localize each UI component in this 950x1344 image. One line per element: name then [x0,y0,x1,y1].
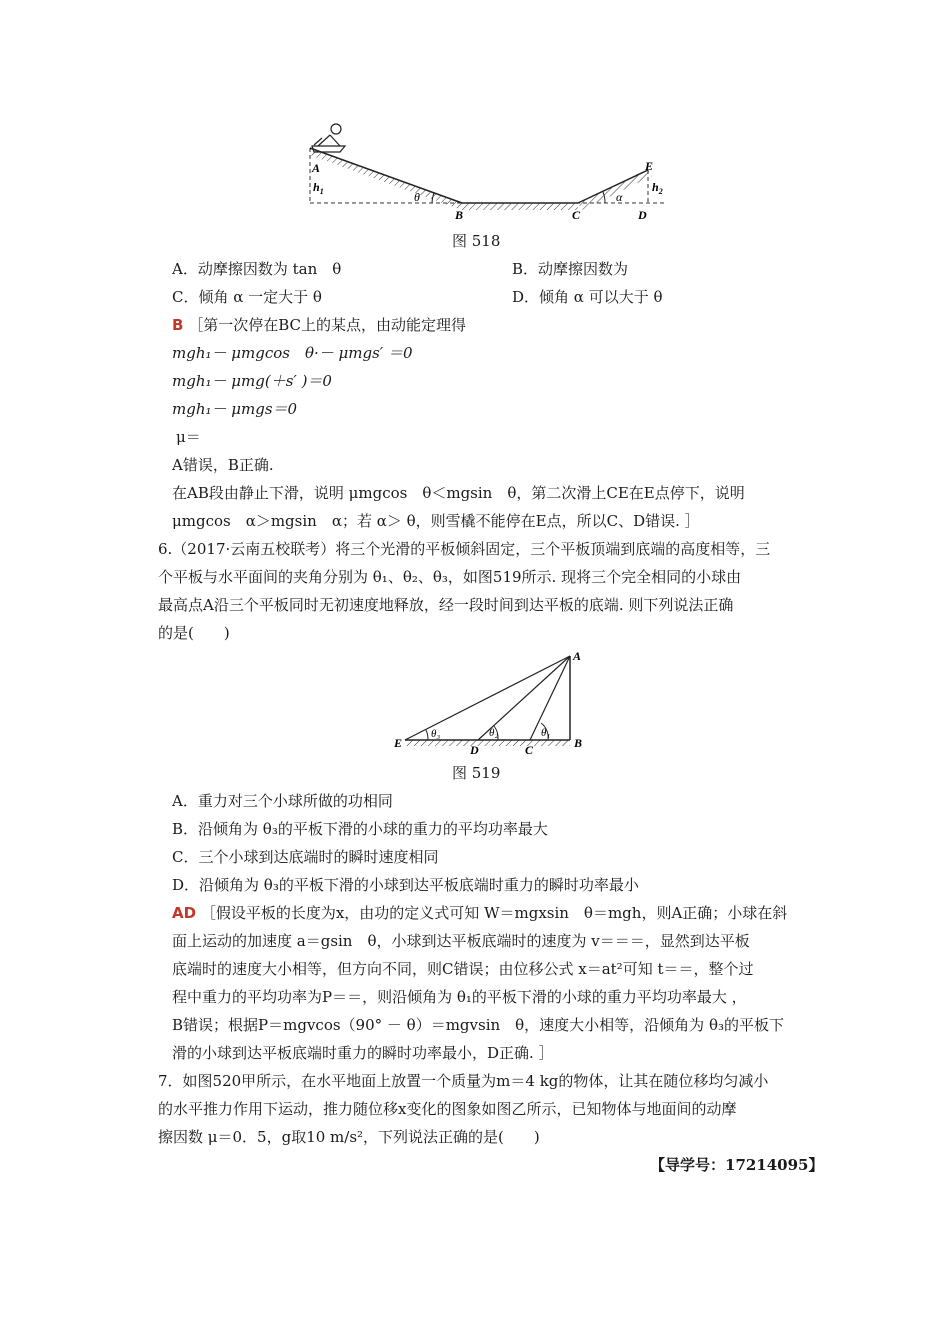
label-alpha: α [616,190,623,204]
q7-guide-number: 【导学号：17214095】 [650,1156,824,1174]
q5-solution-line-4: mgh₁－ μmgs＝0 [172,400,298,418]
label-a: A [312,161,321,175]
label-e: E [394,736,403,750]
q6-answer: AD [172,904,197,922]
label-b: B [574,736,583,750]
label-theta3: θ₃ [431,728,441,740]
q5-solution-line-3: mgh₁－ μmg(＋s′ )＝0 [172,372,332,390]
figure-518-caption: 图 518 [452,232,501,250]
q6-solution-line-2: 面上运动的加速度 a＝gsin θ，小球到达平板底端时的速度为 v＝＝＝，显然到达平板 [172,932,750,950]
q7-stem-line-1: 7．如图520甲所示，在水平地面上放置一个质量为m＝4 kg的物体，让其在随位移均匀减小 [158,1072,769,1090]
label-theta2: θ₂ [489,727,499,739]
label-b: B [455,208,464,222]
q5-solution-line-5: μ＝ [176,428,201,446]
q6-solution-line-6: 滑的小球到达平板底端时重力的瞬时功率最小，D正确. ］ [172,1044,554,1062]
q6-solution-line-1: AD ［假设平板的长度为x，由功的定义式可知 W＝mgxsin θ＝mgh，则A正确；小球在斜 [172,904,788,922]
label-d: D [470,743,479,755]
q5-option-b: B．动摩擦因数为 [512,260,629,278]
label-theta: θ [414,190,420,204]
q5-solution-line-7: 在AB段由静止下滑，说明 μmgcos θ＜mgsin θ，第二次滑上CE在E点停下，说明 [172,484,745,502]
label-c: C [572,208,581,222]
label-a: A [573,649,582,663]
label-h2: $h_2$ [652,180,663,196]
q6-stem-line-2: 个平板与水平面间的夹角分别为 θ₁、θ₂、θ₃，如图519所示. 现将三个完全相同的小球由 [158,568,742,586]
q6-option-c: C．三个小球到达底端时的瞬时速度相同 [172,848,439,866]
q6-stem-line-3: 最高点A沿三个平板同时无初速度地释放，经一段时间到达平板的底端. 则下列说法正确 [158,596,734,614]
q5-solution-line-1: B ［第一次停在BC上的某点，由动能定理得 [172,316,466,334]
figure-519-caption: 图 519 [452,764,501,782]
q5-option-a: A．动摩擦因数为 tan θ [172,260,342,278]
q5-option-d: D．倾角 α 可以大于 θ [512,288,663,306]
q6-stem-line-4: 的是( ) [158,624,230,642]
q6-solution-line-3: 底端时的速度大小相等，但方向不同，则C错误；由位移公式 x＝at²可知 t＝＝，整个过 [172,960,754,978]
q6-option-b: B．沿倾角为 θ₃的平板下滑的小球的重力的平均功率最大 [172,820,548,838]
label-h1: $h_1$ [313,180,324,196]
q6-option-d: D．沿倾角为 θ₃的平板下滑的小球到达平板底端时重力的瞬时功率最小 [172,876,639,894]
q6-option-a: A．重力对三个小球所做的功相同 [172,792,393,810]
q7-stem-line-2: 的水平推力作用下运动，推力随位移x变化的图象如图乙所示，已知物体与地面间的动摩 [158,1100,737,1118]
q6-solution-line-4: 程中重力的平均功率为P＝＝，则沿倾角为 θ₁的平板下滑的小球的重力平均功率最大 ， [172,988,747,1006]
q5-option-c: C．倾角 α 一定大于 θ [172,288,322,306]
q5-answer: B [172,316,184,334]
label-d: D [638,208,647,222]
label-c: C [525,743,534,755]
q5-solution-line-2: mgh₁－ μmgcos θ·－ μmgs′ ＝0 [172,344,413,362]
q5-solution-line-6: A错误，B正确. [172,456,274,474]
q6-solution-line-5: B错误；根据P＝mgvcos（90° － θ）＝mgvsin θ，速度大小相等，沿倾角为 θ₃的平板下 [172,1016,784,1034]
label-e: E [645,159,654,173]
q6-stem-line-1: 6.（2017·云南五校联考）将三个光滑的平板倾斜固定，三个平板顶端到底端的高度相等，三 [158,540,771,558]
label-theta1: θ₁ [541,727,551,739]
q5-solution-line-8: μmgcos α＞mgsin α；若 α＞ θ，则雪橇不能停在E点，所以C、D错误. ］ [172,512,700,530]
figure-519 [0,645,950,755]
q7-stem-line-3: 擦因数 μ＝0．5，g取10 m/s²，下列说法正确的是( ) [158,1128,540,1146]
